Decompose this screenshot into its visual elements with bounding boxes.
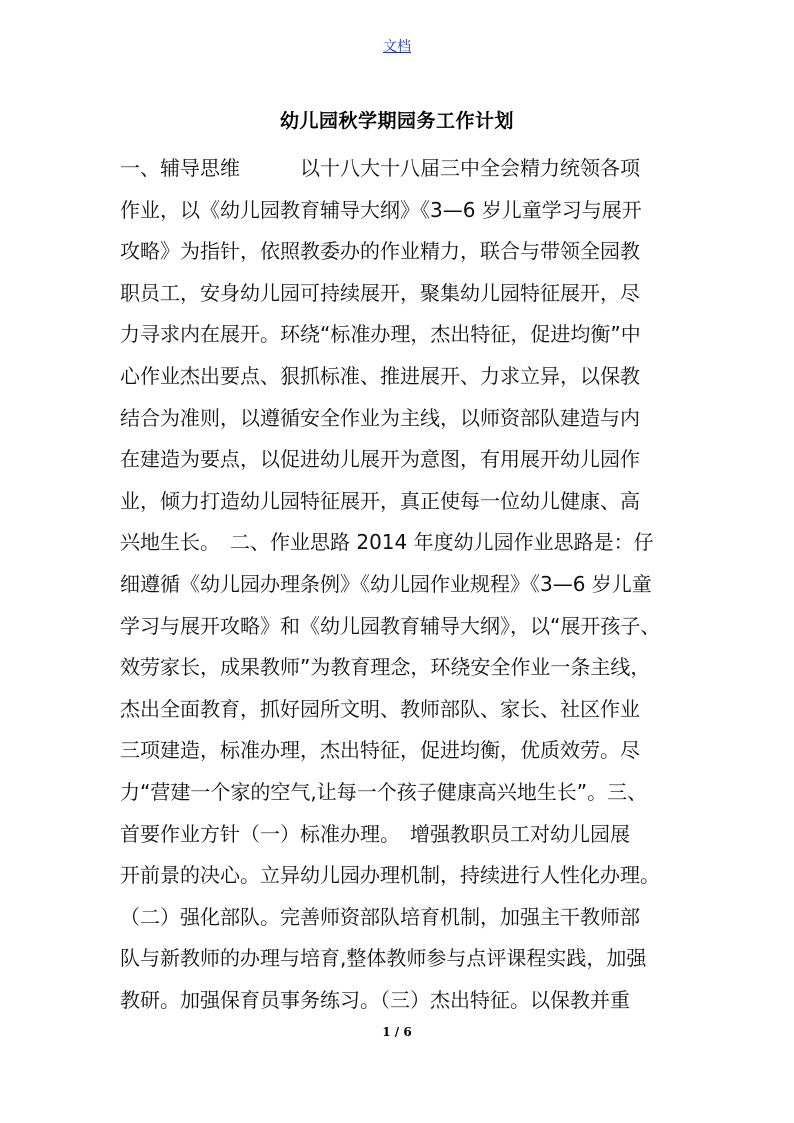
body-line: 教研。加强保育员事务练习。（三）杰出特征。以保教并重 [120,987,630,1012]
body-line: 首要作业方针（一）标准办理。 增强教职员工对幼儿园展 [120,821,630,846]
body-line: 一、辅导思维 以十八大十八届三中全会精力统领各项 [120,156,640,180]
body-line: 学习与展开攻略》和《幼儿园教育辅导大纲》，以“展开孩子、 [120,613,661,638]
header-document-link[interactable]: 文档 [383,39,411,55]
body-line: 职员工，安身幼儿园可持续展开，聚集幼儿园特征展开，尽 [120,280,640,305]
page-number: 1 / 6 [382,1025,412,1039]
body-line: 作业，以《幼儿园教育辅导大纲》《3—6 岁儿童学习与展开 [120,197,642,222]
document-title: 幼儿园秋学期园务工作计划 [279,110,514,132]
body-line: 攻略》为指针，依照教委办的作业精力，联合与带领全园教 [120,239,640,264]
body-line: 细遵循《幼儿园办理条例》《幼儿园作业规程》《3—6 岁儿童 [120,571,652,596]
body-line: 力寻求内在展开。环绕“标准办理，杰出特征，促进均衡”中 [120,322,641,347]
body-line: 三项建造，标准办理，杰出特征，促进均衡，优质效劳。尽 [120,738,640,763]
body-line: 结合为准则，以遵循安全作业为主线，以师资部队建造与内 [120,405,640,430]
document-body [120,148,680,1021]
body-line: 兴地生长。 二、作业思路 2014 年度幼儿园作业思路是：仔 [120,530,654,555]
body-line: 业，倾力打造幼儿园特征展开，真正使每一位幼儿健康、高 [120,488,640,513]
body-line: （二）强化部队。完善师资部队培育机制，加强主干教师部 [120,904,640,929]
body-line: 力“营建一个家的空气,让每一个孩子健康高兴地生长”。三、 [120,779,648,804]
body-line: 开前景的决心。立异幼儿园办理机制，持续进行人性化办理。 [120,863,660,888]
body-line: 效劳家长，成果教师”为教育理念，环绕安全作业一条主线， [120,655,651,680]
body-line: 队与新教师的办理与培育,整体教师参与点评课程实践，加强 [120,946,647,971]
body-line: 心作业杰出要点、狠抓标准、推进展开、力求立异，以保教 [120,363,640,388]
body-line: 在建造为要点，以促进幼儿展开为意图，有用展开幼儿园作 [120,447,640,472]
body-line: 杰出全面教育，抓好园所文明、教师部队、家长、社区作业 [120,696,640,721]
